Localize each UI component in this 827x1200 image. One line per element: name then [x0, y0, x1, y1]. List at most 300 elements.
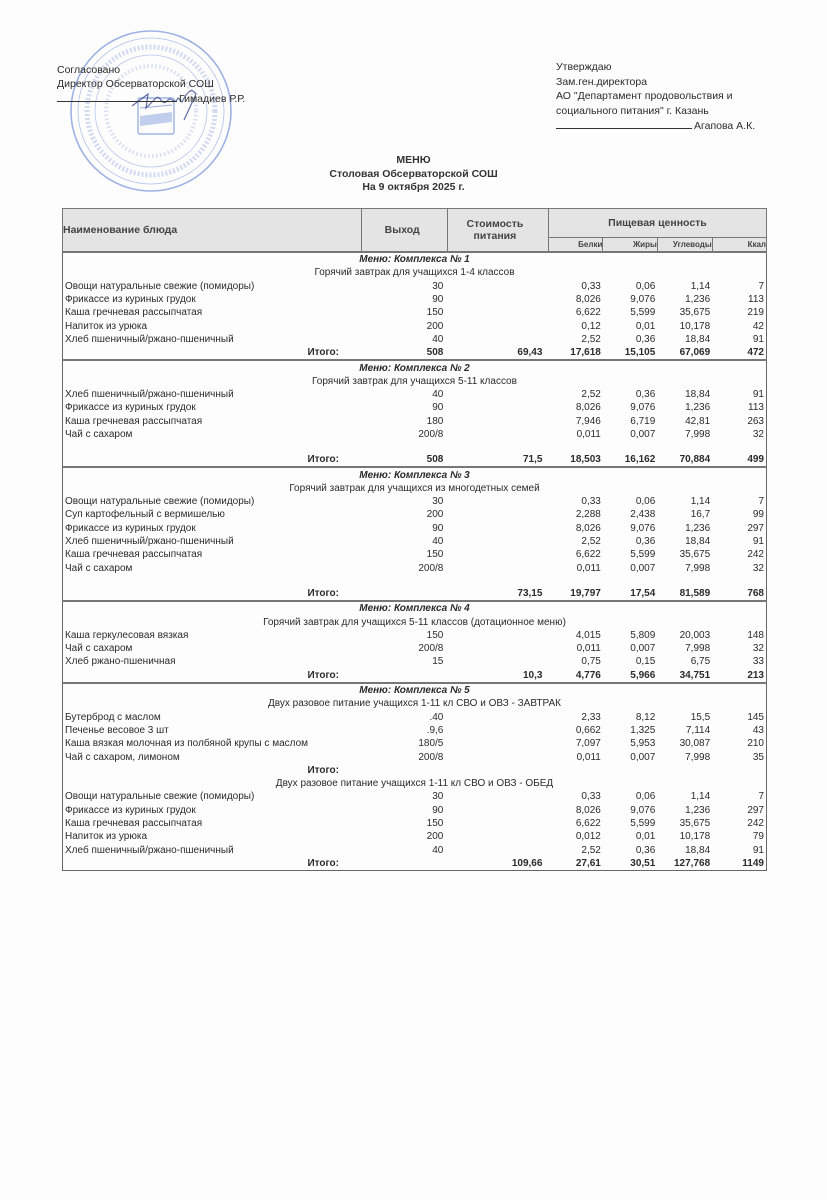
cell-cost [447, 804, 548, 817]
cell-kcal: 43 [752, 724, 764, 736]
cell-carbs: 1,236 [685, 402, 711, 414]
cell-fat: 0,36 [635, 536, 656, 548]
cell-kcal: 113 [748, 294, 764, 306]
cell-cost [447, 562, 548, 575]
cell-protein: 8,026 [575, 804, 601, 816]
dish-name: Каша гречневая рассыпчатая [65, 415, 203, 427]
cell-kcal: 91 [752, 333, 764, 345]
total-protein: 27,61 [575, 857, 601, 869]
cell-carbs: 1,236 [685, 522, 711, 534]
cell-output: 40 [432, 333, 444, 345]
total-row [63, 453, 767, 467]
section-title: Меню: Комплекса № 1 [63, 252, 767, 266]
cell-carbs: 1,14 [690, 791, 711, 803]
cell-protein: 0,011 [576, 562, 601, 574]
cell-output: 90 [432, 402, 444, 414]
total-carbs: 81,589 [679, 587, 711, 599]
dish-name: Фрикассе из куриных грудок [65, 402, 196, 414]
table-row [63, 737, 767, 750]
cell-cost [447, 655, 548, 668]
cell-kcal: 32 [752, 429, 764, 440]
table-row [63, 548, 767, 561]
cell-kcal: 99 [752, 509, 764, 521]
cell-output: 90 [432, 294, 444, 306]
cell-cost [447, 495, 548, 508]
table-row [63, 655, 767, 668]
cell-output: 40 [432, 844, 444, 856]
cell-cost [447, 508, 548, 521]
cell-output: 200 [426, 831, 444, 843]
total-label: Итого: [307, 857, 339, 869]
spacer-row [63, 575, 767, 587]
cell-kcal: 242 [747, 549, 764, 561]
cell-carbs: 16,7 [690, 509, 711, 521]
cell-kcal: 79 [752, 831, 764, 843]
cell-kcal: 35 [752, 751, 764, 763]
cell-carbs: 7,998 [685, 643, 711, 655]
cell-output: 15 [432, 656, 444, 668]
section-subtitle: Двух разовое питание учащихся 1-11 кл СВО и ОВЗ - ЗАВТРАК [268, 698, 561, 710]
cell-protein: 2,52 [581, 536, 601, 548]
cell-output: 180/5 [418, 738, 444, 750]
total-carbs: 127,768 [674, 857, 711, 869]
cell-protein: 2,52 [581, 389, 601, 401]
total-row [63, 669, 767, 683]
cell-output: 30 [432, 280, 444, 292]
header-carbs: Углеводы [657, 238, 712, 253]
cell-cost [447, 535, 548, 548]
cell-fat: 9,076 [630, 804, 656, 816]
total-label: Итого: [307, 587, 339, 599]
dish-name: Овощи натуральные свежие (помидоры) [65, 791, 255, 803]
cell-kcal: 297 [747, 522, 764, 534]
cell-fat: 2,438 [630, 509, 656, 521]
dish-name: Хлеб пшеничный/ржано-пшеничный [65, 844, 234, 856]
dish-name: Печенье весовое 3 шт [65, 724, 169, 736]
total-fat: 16,162 [624, 454, 656, 466]
table-row [63, 401, 767, 414]
signature-line [556, 118, 692, 129]
cell-fat: 5,809 [630, 629, 656, 641]
section-subtitle: Горячий завтрак для учащихся из многодетных семей [289, 482, 540, 494]
cell-carbs: 7,998 [685, 562, 711, 574]
table-row [63, 508, 767, 521]
table-row [63, 843, 767, 856]
dish-name: Чай с сахаром [65, 429, 133, 440]
signature-line [57, 91, 177, 102]
cell-protein: 7,946 [575, 415, 601, 427]
cell-cost [447, 737, 548, 750]
total-row [63, 857, 767, 871]
total-fat: 15,105 [624, 347, 656, 359]
section-title-row [63, 683, 767, 697]
cell-kcal: 7 [758, 280, 764, 292]
table-row [63, 415, 767, 428]
cell-cost [447, 522, 548, 535]
cell-fat: 0,007 [630, 562, 656, 574]
cell-protein: 0,33 [581, 280, 601, 292]
cell-kcal: 145 [747, 711, 764, 723]
cell-cost [447, 711, 548, 724]
cell-fat: 9,076 [630, 522, 656, 534]
cell-output: 200 [426, 509, 444, 521]
cell-output: 30 [432, 496, 444, 508]
cell-fat: 5,599 [630, 307, 656, 319]
dish-name: Чай с сахаром [65, 562, 133, 574]
total-row [63, 587, 767, 601]
total-output [361, 669, 447, 683]
cell-fat: 0,36 [635, 333, 656, 345]
cell-cost [447, 843, 548, 856]
section-title-row [63, 601, 767, 615]
dish-name: Каша геркулесовая вязкая [65, 629, 189, 641]
total-output [361, 587, 447, 601]
total-kcal: 499 [747, 454, 764, 466]
cell-output: .40 [429, 711, 444, 723]
cell-carbs: 15,5 [690, 711, 711, 723]
dish-name: Фрикассе из куриных грудок [65, 522, 196, 534]
header-protein: Белки [548, 238, 602, 253]
total-carbs: 34,751 [679, 669, 711, 681]
cell-fat: 0,06 [635, 496, 656, 508]
cell-protein: 8,026 [575, 294, 601, 306]
cell-carbs: 7,114 [685, 724, 711, 736]
cell-cost [447, 830, 548, 843]
cell-carbs: 10,178 [679, 320, 711, 332]
header-nutrition: Пищевая ценность [548, 209, 766, 238]
cell-kcal: 7 [758, 791, 764, 803]
cell-cost [447, 750, 548, 763]
approval-left-position: Директор Обсерваторской СОШ [57, 78, 214, 90]
dish-name: Хлеб пшеничный/ржано-пшеничный [65, 389, 234, 401]
table-row [63, 562, 767, 575]
dish-name: Хлеб пшеничный/ржано-пшеничный [65, 333, 234, 345]
cell-kcal: 32 [752, 562, 764, 574]
cell-fat: 6,719 [630, 415, 656, 427]
total-cost: 69,43 [517, 347, 543, 359]
cell-fat: 0,36 [635, 389, 656, 401]
cell-protein: 2,52 [581, 844, 601, 856]
menu-table [62, 208, 767, 871]
cell-fat: 0,06 [635, 791, 656, 803]
total-fat: 5,966 [630, 669, 656, 681]
cell-kcal: 91 [752, 844, 764, 856]
cell-protein: 8,026 [575, 402, 601, 414]
total-cost: 10,3 [522, 669, 543, 681]
cell-fat: 0,007 [630, 751, 656, 763]
table-row [63, 522, 767, 535]
section-subtitle-row [63, 615, 767, 628]
cell-protein: 0,75 [581, 656, 601, 668]
approval-right-label: Утверждаю [556, 61, 612, 73]
table-row [63, 388, 767, 401]
cell-output: 200/8 [418, 643, 444, 655]
section-subtitle-row [63, 482, 767, 495]
cell-cost [447, 401, 548, 414]
table-row [63, 830, 767, 843]
dish-name: Каша гречневая рассыпчатая [65, 549, 203, 561]
header-output: Выход [361, 209, 447, 253]
header-dish-name: Наименование блюда [63, 209, 362, 253]
table-row [63, 750, 767, 763]
cell-carbs: 6,75 [690, 656, 711, 668]
cell-protein: 6,622 [575, 818, 601, 830]
cell-output: 150 [426, 549, 444, 561]
table-row [63, 724, 767, 737]
cell-carbs: 18,84 [685, 389, 711, 401]
cell-fat: 9,076 [630, 402, 656, 414]
approval-right-position: Зам.ген.директора [556, 75, 648, 88]
cell-protein: 6,622 [575, 307, 601, 319]
section-title: Меню: Комплекса № 5 [63, 683, 767, 697]
cell-output: 40 [432, 389, 444, 401]
dish-name: Фрикассе из куриных грудок [65, 294, 196, 306]
section-subtitle: Двух разовое питание учащихся 1-11 кл СВО и ОВЗ - ОБЕД [275, 778, 554, 790]
table-row [63, 804, 767, 817]
dish-name: Бутерброд с маслом [65, 711, 161, 723]
section-subtitle-row [63, 375, 767, 388]
section-subtitle: Горячий завтрак для учащихся 5-11 классов [312, 375, 517, 387]
cell-kcal: 297 [747, 804, 764, 816]
cell-protein: 0,33 [581, 496, 601, 508]
cell-cost [447, 293, 548, 306]
cell-kcal: 42 [752, 320, 764, 332]
cell-fat: 0,01 [635, 831, 656, 843]
cell-output: 200 [426, 320, 444, 332]
dish-name: Овощи натуральные свежие (помидоры) [65, 280, 255, 292]
total-output: 508 [426, 347, 444, 359]
cell-output: 90 [432, 804, 444, 816]
cell-carbs: 1,236 [685, 804, 711, 816]
cell-cost [447, 642, 548, 655]
dish-name: Каша гречневая рассыпчатая [65, 307, 203, 319]
cell-protein: 0,012 [575, 831, 601, 843]
approval-right-org-line1: АО "Департамент продовольствия и [556, 90, 733, 102]
cell-output: 30 [432, 791, 444, 803]
total-carbs: 67,069 [679, 347, 711, 359]
cell-protein: 0,011 [576, 429, 601, 440]
total-protein [548, 764, 602, 777]
cell-cost [447, 333, 548, 346]
cell-fat: 5,599 [630, 549, 656, 561]
cell-cost [447, 790, 548, 803]
total-output: 508 [426, 454, 444, 466]
table-row [63, 642, 767, 655]
cell-fat: 0,06 [635, 280, 656, 292]
cell-output: .9,6 [426, 724, 444, 736]
dish-name: Напиток из урюка [65, 320, 148, 332]
spacer-row [63, 441, 767, 453]
cell-carbs: 7,998 [685, 429, 711, 440]
approval-right-signature-row [556, 118, 755, 134]
cell-kcal: 148 [747, 629, 764, 641]
total-protein: 18,503 [570, 454, 601, 466]
approval-right-signer: Агапова А.К. [694, 120, 756, 132]
cell-kcal: 91 [752, 389, 764, 401]
cell-output: 90 [432, 522, 444, 534]
cell-kcal: 242 [747, 818, 764, 830]
total-label: Итого: [307, 764, 339, 776]
approval-right-block [556, 60, 755, 134]
table-row [63, 306, 767, 319]
section-title-row [63, 467, 767, 481]
cell-fat: 5,599 [630, 818, 656, 830]
cell-protein: 6,622 [575, 549, 601, 561]
total-kcal: 1149 [742, 857, 764, 869]
total-carbs [657, 764, 712, 777]
total-protein: 4,776 [575, 669, 601, 681]
dish-name: Чай с сахаром [65, 643, 133, 655]
dish-name: Суп картофельный с вермишелью [65, 509, 225, 521]
section-title: Меню: Комплекса № 3 [63, 467, 767, 481]
section-title: Меню: Комплекса № 2 [63, 360, 767, 374]
cell-kcal: 113 [748, 402, 764, 414]
table-row [63, 280, 767, 293]
table-row [63, 711, 767, 724]
cell-cost [447, 319, 548, 332]
cell-protein: 0,011 [576, 643, 601, 655]
cell-output: 150 [426, 818, 444, 830]
table-row [63, 495, 767, 508]
cell-carbs: 35,675 [679, 307, 711, 319]
approval-left-block [57, 63, 245, 106]
section-subtitle: Горячий завтрак для учащихся 5-11 классов (дотационное меню) [263, 616, 566, 628]
cell-carbs: 42,81 [685, 415, 711, 427]
total-kcal: 472 [747, 347, 764, 359]
cell-cost [447, 629, 548, 642]
section-title-row [63, 252, 767, 266]
cell-kcal: 263 [747, 415, 764, 427]
cell-fat: 9,076 [630, 294, 656, 306]
cell-cost [447, 548, 548, 561]
total-output [361, 764, 447, 777]
header-kcal: Ккал [712, 238, 766, 253]
approval-left-signature-row [57, 91, 245, 106]
cell-carbs: 20,003 [679, 629, 711, 641]
cell-cost [447, 415, 548, 428]
cell-carbs: 30,087 [679, 738, 711, 750]
table-row [63, 293, 767, 306]
dish-name: Каша вязкая молочная из полбяной крупы с маслом [65, 738, 309, 750]
cell-carbs: 7,998 [685, 751, 711, 763]
total-cost [447, 764, 548, 777]
cell-cost [447, 817, 548, 830]
cell-kcal: 210 [747, 738, 764, 750]
table-row [63, 629, 767, 642]
cell-cost [447, 724, 548, 737]
total-kcal: 768 [747, 587, 764, 599]
cell-output: 150 [426, 629, 444, 641]
cell-fat: 1,325 [630, 724, 656, 736]
cell-protein: 0,662 [575, 724, 601, 736]
approval-left-signer: Гимадиев Р.Р. [179, 93, 246, 105]
cell-carbs: 35,675 [679, 549, 711, 561]
header-cost: Стоимость питания [447, 209, 548, 253]
menu-table-body [63, 252, 767, 871]
cell-fat: 0,007 [630, 429, 656, 440]
section-subtitle: Горячий завтрак для учащихся 1-4 классов [314, 267, 515, 279]
section-subtitle-row [63, 266, 767, 279]
spacer-cell [63, 575, 767, 587]
dish-name: Фрикассе из куриных грудок [65, 804, 196, 816]
document-title [0, 154, 827, 195]
section-title: Меню: Комплекса № 4 [63, 601, 767, 615]
dish-name: Овощи натуральные свежие (помидоры) [65, 496, 255, 508]
section-subtitle-row [63, 777, 767, 790]
cell-output: 180 [426, 415, 444, 427]
total-row [63, 346, 767, 360]
cell-kcal: 33 [752, 656, 764, 668]
approval-left-label: Согласовано [57, 64, 121, 76]
total-label: Итого: [307, 347, 339, 359]
total-kcal [712, 764, 766, 777]
dish-name: Хлеб пшеничный/ржано-пшеничный [65, 536, 234, 548]
dish-name: Чай с сахаром, лимоном [65, 751, 180, 763]
table-row [63, 319, 767, 332]
cell-protein: 2,33 [581, 711, 601, 723]
cell-protein: 0,33 [581, 791, 601, 803]
cell-fat: 0,15 [635, 656, 656, 668]
dish-name: Каша гречневая рассыпчатая [65, 818, 203, 830]
title-date: На 9 октября 2025 г. [362, 181, 465, 193]
cell-fat: 8,12 [635, 711, 656, 723]
cell-carbs: 10,178 [679, 831, 711, 843]
cell-cost [447, 280, 548, 293]
total-cost: 71,5 [522, 454, 543, 466]
cell-carbs: 1,14 [690, 496, 711, 508]
table-row [63, 790, 767, 803]
total-cost: 109,66 [511, 857, 543, 869]
cell-cost [447, 388, 548, 401]
table-row [63, 817, 767, 830]
cell-output: 40 [432, 536, 444, 548]
cell-fat: 5,953 [630, 738, 656, 750]
table-row [63, 428, 767, 441]
total-label: Итого: [307, 669, 339, 681]
dish-name: Напиток из урюка [65, 831, 148, 843]
cell-cost [447, 428, 548, 441]
cell-output: 200/8 [418, 751, 444, 763]
total-kcal: 213 [747, 669, 764, 681]
total-output [361, 857, 447, 871]
cell-carbs: 18,84 [685, 536, 711, 548]
section-subtitle-row [63, 697, 767, 710]
table-row [63, 333, 767, 346]
cell-protein: 7,097 [575, 738, 601, 750]
total-fat [603, 764, 657, 777]
cell-kcal: 91 [752, 536, 764, 548]
dish-name: Хлеб ржано-пшеничная [65, 656, 176, 668]
cell-carbs: 18,84 [685, 844, 711, 856]
cell-carbs: 1,236 [685, 294, 711, 306]
cell-protein: 2,288 [575, 509, 601, 521]
title-menu: МЕНЮ [396, 154, 431, 166]
title-canteen: Столовая Обсерваторской СОШ [329, 167, 498, 180]
cell-kcal: 32 [752, 643, 764, 655]
spacer-cell [63, 441, 767, 453]
total-fat: 17,54 [630, 587, 656, 599]
cell-carbs: 1,14 [690, 280, 711, 292]
total-protein: 19,797 [570, 587, 601, 599]
cell-output: 200/8 [418, 429, 444, 440]
cell-protein: 0,011 [576, 751, 601, 763]
cell-protein: 0,12 [581, 320, 601, 332]
cell-cost [447, 306, 548, 319]
cell-fat: 0,007 [630, 643, 656, 655]
total-row [63, 764, 767, 777]
cell-protein: 2,52 [581, 333, 601, 345]
cell-kcal: 219 [747, 307, 764, 319]
